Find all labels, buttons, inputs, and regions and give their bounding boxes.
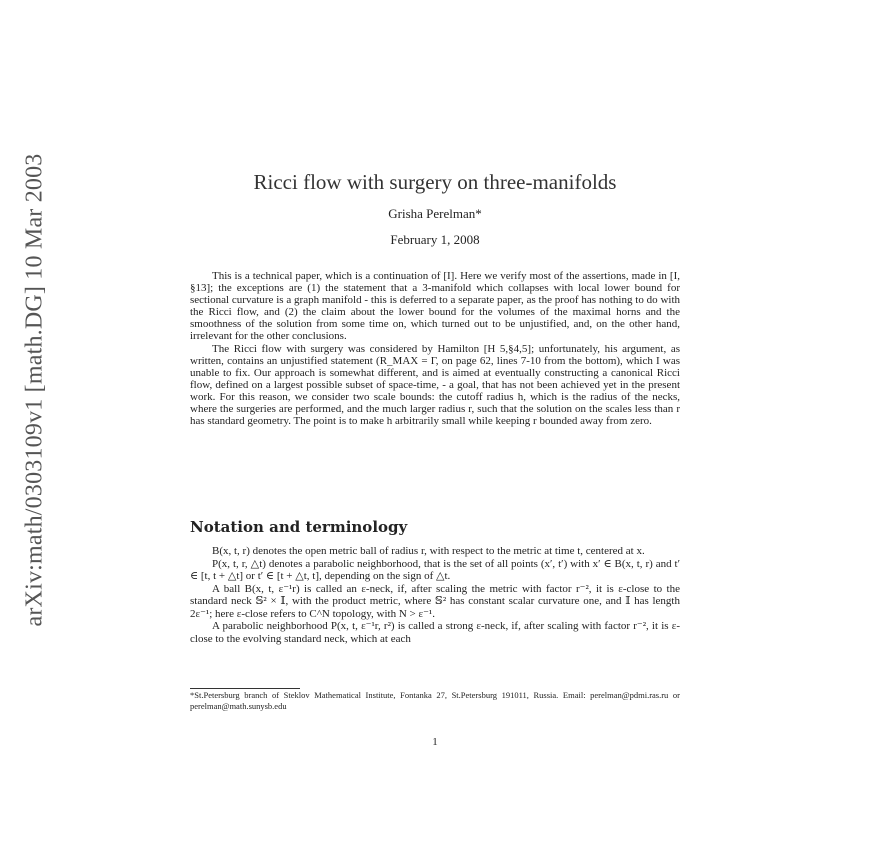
abstract [190,270,680,427]
body-paragraph: A ball B(x, t, ε⁻¹r) is called an ε-neck, if, after scaling the metric with factor r⁻², it is ε-close to the standard neck 𝕊² × 𝕀, with the product metric, where 𝕊² has constant scalar curvature one, and 𝕀 has length 2ε⁻¹; here ε-close refers to C^N topology, with N > ε⁻¹. [190,582,680,620]
body-paragraph: P(x, t, r, △t) denotes a parabolic neighborhood, that is the set of all points (x′, t′) with x′ ∈ B(x, t, r) and t′ ∈ [t, t + △t] or t′ ∈ [t + △t, t], depending on the sign of △t. [190,557,680,582]
section-body [190,545,680,645]
paper-title: Ricci flow with surgery on three-manifolds [253,170,617,194]
arxiv-identifier-stamp [14,153,56,627]
abstract-paragraph: The Ricci flow with surgery was considered by Hamilton [H 5,§4,5]; unfortunately, his argument, as written, contains an unjustified statement (R_MAX = Γ, on page 62, lines 7-10 from the bottom), which I was unable to fix. Our approach is somewhat different, and is aimed at eventually constructing a canonical Ricci flow, defined on a largest possible subset of space-time, - a goal, that has not been achieved yet in the present work. For this reason, we consider two scale bounds: the cutoff radius h, which is the radius of the necks, where the surgeries are performed, and the much larger radius r, such that the solution on the scales less than r has standard geometry. The point is to make h arbitrarily small while keeping r bounded away from zero. [190,342,680,428]
abstract-paragraph: This is a technical paper, which is a continuation of [I]. Here we verify most of the assertions, made in [I, §13]; the exceptions are (1) the statement that a 3-manifold which collapses with local lower bound for sectional curvature is a graph manifold - this is deferred to a separate paper, as the proof has nothing to do with the Ricci flow, and (2) the claim about the lower bound for the volumes of the maximal horns and the smoothness of the solution from some time on, which turned out to be unjustified, and, on the other hand, irrelevant for the other conclusions. [190,270,680,343]
section-heading: Notation and terminology [190,518,408,536]
paper-date: February 1, 2008 [390,232,480,247]
paper-author: Grisha Perelman* [388,206,482,221]
footnote-divider [190,688,300,689]
footnote: *St.Petersburg branch of Steklov Mathematical Institute, Fontanka 27, St.Petersburg 191011, Russia. Email: perelman@pdmi.ras.ru or perelman@math.sunysb.edu [190,690,680,711]
body-paragraph: A parabolic neighborhood P(x, t, ε⁻¹r, r²) is called a strong ε-neck, if, after scaling with factor r⁻², it is ε-close to the evolving standard neck, which at each [190,620,680,645]
arxiv-id-text: arXiv:math/0303109v1 [math.DG] 10 Mar 2003 [21,153,48,627]
body-paragraph: B(x, t, r) denotes the open metric ball of radius r, with respect to the metric at time t, centered at x. [212,545,645,557]
page-number: 1 [432,736,438,748]
